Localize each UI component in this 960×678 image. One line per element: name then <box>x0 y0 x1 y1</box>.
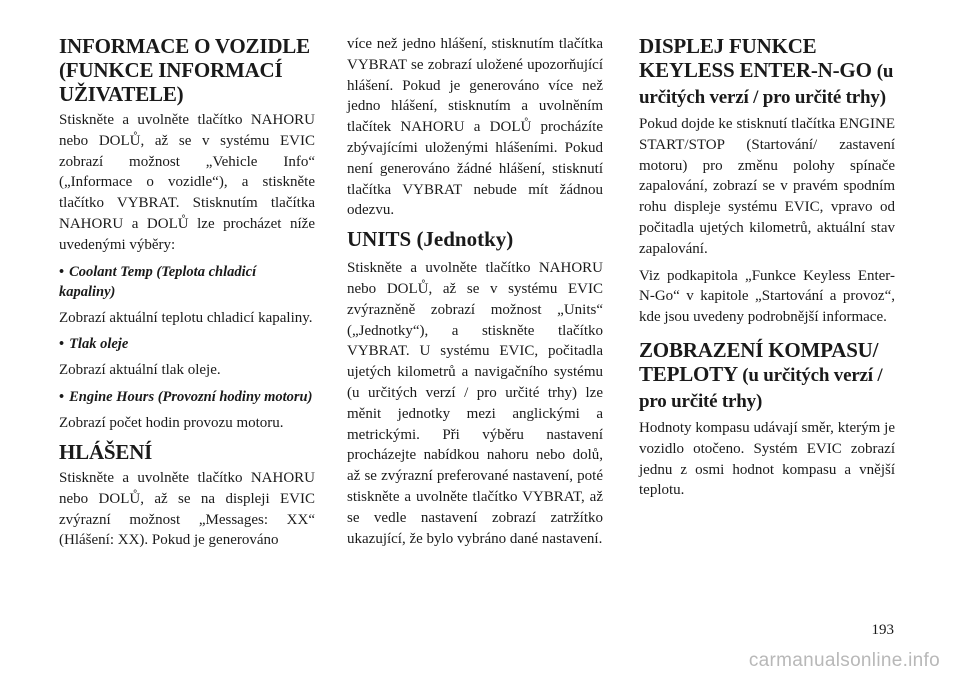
watermark: carmanualsonline.info <box>748 650 940 671</box>
engine-hours-text: Zobrazí počet hodin provozu motoru. <box>59 415 284 432</box>
column-left <box>59 34 315 557</box>
keyless-heading-main: DISPLEJ FUNKCE KEYLESS ENTER-N-GO <box>639 34 872 82</box>
compass-text: Hodnoty kompasu udávají směr, kterým je vozidlo otočeno. Systém EVIC zobrazí jednu z osmi hodnot kompasu a vnější teplotu. <box>639 419 895 499</box>
list-item-title <box>59 334 315 354</box>
coolant-temp-title: Coolant Temp (Teplota chladicí kapaliny) <box>59 263 257 300</box>
vehicle-info-intro: Stiskněte a uvolněte tlačítko NAHORU nebo DOLŮ, až se v systému EVIC zobrazí možnost „Vehicle Info“ („Informace o vozidle“), a stiskněte tlačítko VYBRAT. Stisknutím tlačítka NAHORU a DOLŮ lze procházet níže uvedenými výběry: <box>59 112 315 253</box>
bullet-icon: • <box>59 336 65 353</box>
page-number: 193 <box>871 622 894 638</box>
list-item-title <box>59 262 315 302</box>
oil-pressure-title: Tlak oleje <box>69 336 129 353</box>
section-heading-messages: HLÁŠENÍ <box>59 439 153 464</box>
bullet-icon: • <box>59 389 65 406</box>
section-heading-vehicle-info: INFORMACE O VOZIDLE (FUNKCE INFORMACÍ UŽIVATELE) <box>59 34 310 106</box>
messages-continuation: více než jedno hlášení, stisknutím tlačítka VYBRAT se zobrazí uložené upozorňující hlášení. Pokud je generováno více než jedno hlášení, stisknutím a uvolněním tlačítek NAHORU a DOLŮ procházíte zbývajícími uloženými hlášeními. Pokud není generováno žádné hlášení, stisknutí tlačítka VYBRAT nebude mít žádnou odezvu. <box>347 36 603 219</box>
messages-text: Stiskněte a uvolněte tlačítko NAHORU nebo DOLŮ, až se na displeji EVIC zvýrazní možnost „Messages: XX“ (Hlášení: XX). Pokud je generováno <box>59 469 315 549</box>
oil-pressure-text: Zobrazí aktuální tlak oleje. <box>59 362 221 379</box>
units-text: Stiskněte a uvolněte tlačítko NAHORU nebo DOLŮ, až se v systému EVIC zvýrazněně zobrazí možnost „Units“ („Jednotky“), a stiskněte tlačítko VYBRAT. U systému EVIC, počitadla ujetých kilometrů a navigačního systému (u určitých verzí / pro určité trhy) lze měnit jednotky mezi anglickými a metrickými. Při výběru nastavení procházejte nabídkou nahoru nebo dolů, až se zvýrazní preferované nastavení, poté stiskněte a uvolněte tlačítko VYBRAT, až se vedle nastavení zobrazí zatržítko ukazující, že bylo vybráno dané nastavení. <box>347 260 603 547</box>
list-item-title <box>59 387 315 407</box>
section-heading-keyless <box>639 34 895 110</box>
keyless-text-1: Pokud dojde ke stisknutí tlačítka ENGINE START/STOP (Startování/ zastavení motoru) pro změnu polohy spínače zapalování, zobrazí se v pravém spodním rohu displeje systému EVIC, vpravo od počitadla ujetých kilometrů, aktuální stav zapalování. <box>639 116 895 257</box>
column-right <box>639 34 895 507</box>
keyless-heading-sub: (u určitých verzí / pro určité trhy) <box>639 61 894 108</box>
section-heading-compass <box>639 338 895 414</box>
engine-hours-title: Engine Hours (Provozní hodiny motoru) <box>69 389 313 406</box>
bullet-icon: • <box>59 263 65 280</box>
compass-heading-main: ZOBRAZENÍ KOMPASU/ TEPLOTY <box>639 337 879 386</box>
keyless-text-2: Viz podkapitola „Funkce Keyless Enter-N-Go“ v kapitole „Startování a provoz“, kde jsou uvedeny podrobnější informace. <box>639 267 895 326</box>
section-heading-units: UNITS (Jednotky) <box>347 227 514 252</box>
coolant-temp-text: Zobrazí aktuální teplotu chladicí kapaliny. <box>59 309 313 326</box>
compass-heading-sub: (u určitých verzí / pro určité trhy) <box>639 364 883 412</box>
column-middle <box>347 34 603 555</box>
